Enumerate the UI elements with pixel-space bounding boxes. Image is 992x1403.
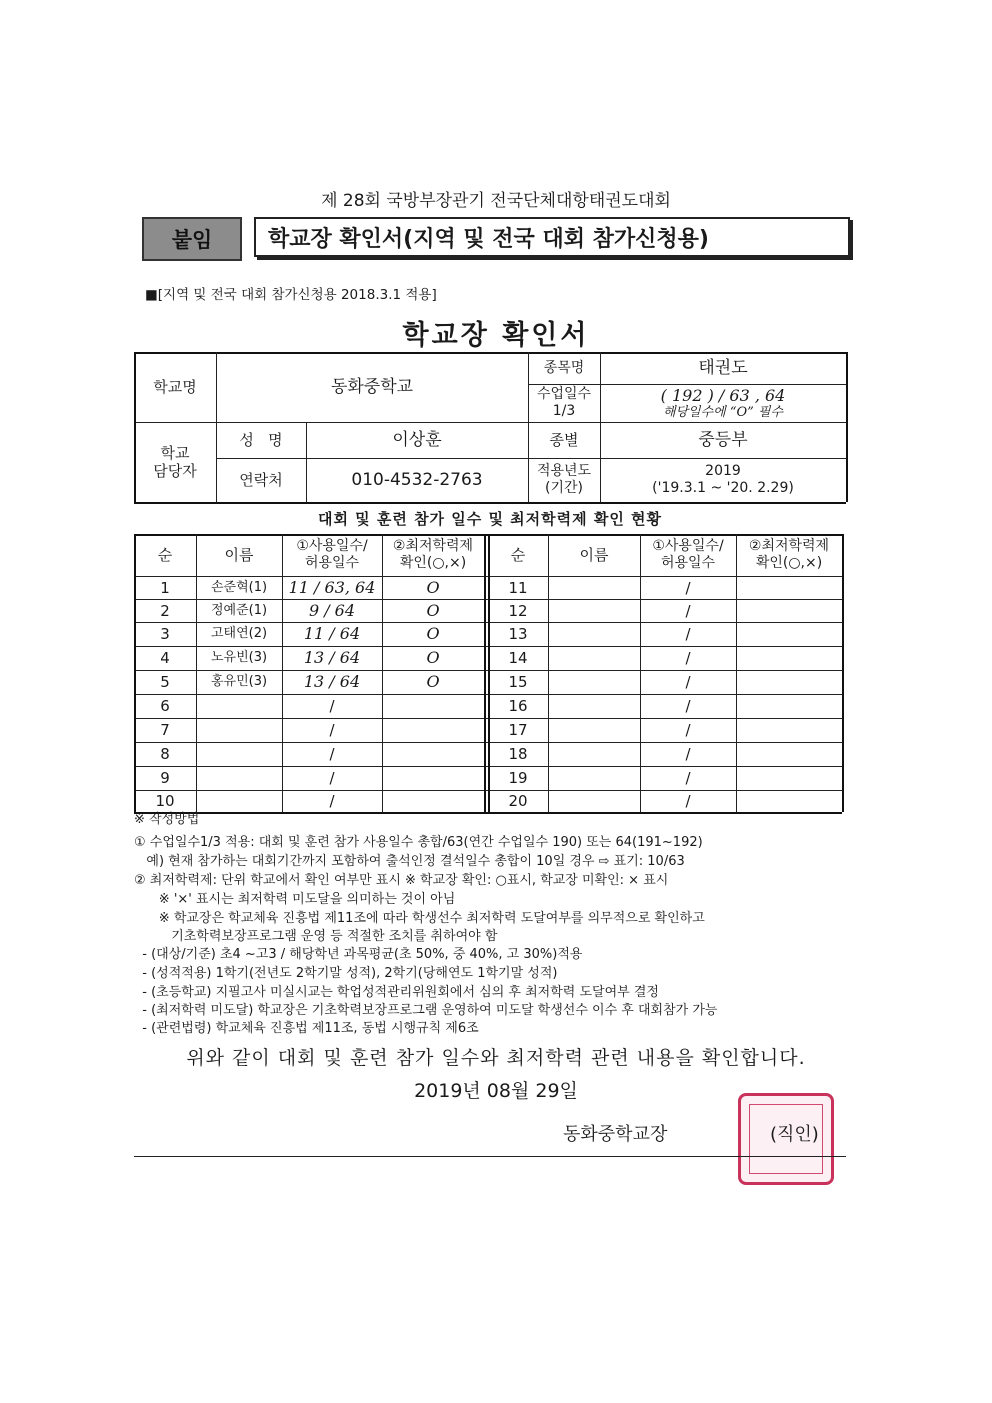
header-name-right: 이름 — [579, 546, 609, 564]
row-check — [736, 718, 842, 742]
row-check — [736, 646, 842, 670]
manager-name: 이상훈 — [392, 429, 442, 450]
applicability-note: ■[지역 및 전국 대회 참가신청용 2018.3.1 적용] — [145, 287, 437, 303]
row-check — [736, 694, 842, 718]
row-days: 11 / 64 — [303, 624, 361, 644]
attachment-tag: 붙임 — [142, 217, 242, 261]
row-days: / — [329, 721, 335, 739]
guide-line: - (관련법령) 학교체육 진흥법 제11조, 동법 시행규칙 제6조 — [134, 1021, 479, 1036]
row-no: 15 — [508, 673, 528, 691]
row-name — [196, 742, 282, 766]
row-no: 17 — [508, 721, 528, 739]
row-days: / — [685, 673, 691, 691]
row-check: O — [426, 624, 440, 644]
guide-line: ※ '×' 표시는 최저학력 미도달을 의미하는 것이 아님 — [134, 892, 456, 907]
guide-line: ① 수업일수1/3 적용: 대회 및 훈련 참가 사용일수 총합/63(연간 수업일수 190) 또는 64(191~192) — [134, 835, 703, 850]
stamp-label: (직인) — [770, 1124, 819, 1145]
row-name — [196, 790, 282, 812]
row-check: O — [426, 648, 440, 668]
header-check-left: ②최저학력제 확인(○,×) — [392, 538, 474, 571]
row-days: 13 / 64 — [303, 648, 361, 668]
guide-line: 예) 현재 참가하는 대회기간까지 포함하여 출석인정 결석일수 총합이 10일 경우 ⇨ 표기: 10/63 — [134, 854, 685, 869]
row-days: / — [685, 769, 691, 787]
header-check-right: ②최저학력제 확인(○,×) — [748, 538, 830, 571]
days-label: 수업일수 1/3 — [536, 386, 592, 419]
header-name-left: 이름 — [224, 546, 254, 564]
row-name — [548, 742, 640, 766]
row-check: O — [426, 672, 440, 692]
section-title: 대회 및 훈련 참가 일수 및 최저학력제 확인 현황 — [317, 510, 663, 528]
row-no: 1 — [160, 578, 170, 597]
header-days-left: ①사용일수/ 허용일수 — [296, 538, 368, 571]
days-value: ( 192 ) / 63 , 64 — [660, 385, 786, 405]
row-no: 6 — [160, 697, 170, 715]
days-value-cell — [600, 384, 846, 422]
row-check — [736, 670, 842, 694]
row-name — [548, 670, 640, 694]
row-no: 14 — [508, 649, 528, 667]
row-name — [548, 694, 640, 718]
row-name — [548, 790, 640, 812]
document-title: 학교장 확인서 — [402, 320, 590, 351]
guide-line: ② 최저학력제: 단위 학교에서 확인 여부만 표시 ※ 학교장 확인: ○표시, 학교장 미확인: × 표시 — [134, 873, 669, 888]
row-check — [736, 622, 842, 646]
row-days: / — [685, 721, 691, 739]
row-check — [736, 790, 842, 812]
row-no: 11 — [508, 578, 528, 597]
year-value-cell — [600, 458, 846, 502]
year-label: 적용년도 (기간) — [536, 463, 592, 496]
document-date: 2019년 08월 29일 — [414, 1080, 578, 1102]
row-no: 20 — [508, 792, 528, 810]
guide-line: ※ 학교장은 학교체육 진흥법 제11조에 따라 학생선수 최저학력 도달여부를 의무적으로 확인하고 — [134, 911, 705, 926]
header-no-right: 순 — [510, 546, 526, 564]
row-days: / — [329, 792, 335, 810]
row-no: 4 — [160, 649, 170, 667]
school-label: 학교명 — [153, 378, 197, 396]
row-name — [548, 646, 640, 670]
row-name — [548, 576, 640, 599]
row-days: 11 / 63, 64 — [288, 577, 376, 597]
row-check — [736, 576, 842, 599]
name-label: 성 명 — [239, 431, 283, 449]
event-value: 태권도 — [698, 357, 748, 378]
row-check: O — [426, 577, 440, 597]
row-no: 3 — [160, 625, 170, 643]
row-days: / — [329, 697, 335, 715]
contact-value: 010-4532-2763 — [351, 469, 483, 490]
row-check — [382, 694, 484, 718]
guide-line: - (초등학교) 지필고사 미실시교는 학업성적관리위원회에서 심의 후 최저학력 도달여부 결정 — [134, 985, 659, 1000]
event-label: 종목명 — [543, 359, 585, 376]
row-days: 9 / 64 — [308, 600, 356, 620]
banner-title: 학교장 확인서(지역 및 전국 대회 참가신청용) — [254, 217, 850, 257]
bottom-divider — [134, 1156, 846, 1157]
row-no: 13 — [508, 625, 528, 643]
row-days: / — [685, 697, 691, 715]
row-no: 18 — [508, 745, 528, 763]
row-name — [548, 766, 640, 790]
row-name — [196, 694, 282, 718]
event-title: 제 28회 국방부장관기 전국단체대항태권도대회 — [321, 191, 671, 211]
guide-line: - (성적적용) 1학기(전년도 2학기말 성적), 2학기(당해연도 1학기말 성적) — [134, 966, 558, 981]
row-no: 7 — [160, 721, 170, 739]
guide-line: 기초학력보장프로그램 운영 등 적절한 조치를 취하여야 함 — [134, 929, 498, 944]
manager-label: 학교 담당자 — [153, 444, 197, 480]
row-name — [196, 718, 282, 742]
row-name — [196, 766, 282, 790]
row-check — [382, 742, 484, 766]
row-name — [548, 599, 640, 622]
row-no: 10 — [155, 792, 175, 810]
row-name — [548, 718, 640, 742]
guide-line: - (대상/기준) 초4 ~고3 / 해당학년 과목평균(초 50%, 중 40%, 고 30%)적용 — [134, 947, 583, 962]
category-label: 종별 — [549, 431, 579, 449]
confirmation-statement: 위와 같이 대회 및 훈련 참가 일수와 최저학력 관련 내용을 확인합니다. — [186, 1047, 806, 1069]
row-no: 5 — [160, 673, 170, 691]
row-check — [382, 718, 484, 742]
header-no-left: 순 — [157, 546, 173, 564]
days-note: 해당일수에 “O” 필수 — [662, 404, 784, 420]
row-name: 손준혁(1) — [210, 579, 268, 595]
row-days: / — [685, 649, 691, 667]
row-check: O — [426, 600, 440, 620]
row-no: 12 — [508, 601, 528, 620]
contact-label: 연락처 — [239, 471, 283, 489]
row-days: / — [685, 745, 691, 763]
row-name: 노유빈(3) — [210, 650, 268, 666]
year-period: ('19.3.1 ~ '20. 2.29) — [652, 480, 794, 496]
row-days: / — [685, 578, 691, 597]
row-name: 홍유민(3) — [210, 674, 268, 690]
row-days: / — [329, 745, 335, 763]
row-days: / — [685, 792, 691, 810]
category-value: 중등부 — [698, 429, 748, 450]
row-check — [382, 766, 484, 790]
row-no: 16 — [508, 697, 528, 715]
row-check — [736, 742, 842, 766]
row-check — [736, 599, 842, 622]
row-days: / — [329, 769, 335, 787]
row-name — [548, 622, 640, 646]
school-name: 동화중학교 — [330, 376, 414, 397]
row-no: 19 — [508, 769, 528, 787]
row-check — [382, 790, 484, 812]
row-no: 9 — [160, 769, 170, 787]
header-days-right: ①사용일수/ 허용일수 — [652, 538, 724, 571]
row-name: 고태연(2) — [210, 626, 268, 642]
row-no: 2 — [160, 601, 170, 620]
row-no: 8 — [160, 745, 170, 763]
row-name: 정예준(1) — [210, 602, 268, 618]
row-check — [736, 766, 842, 790]
row-days: 13 / 64 — [303, 672, 361, 692]
guide-line: ※ 작성방법 — [134, 812, 200, 827]
row-days: / — [685, 601, 691, 620]
year-value: 2019 — [705, 463, 741, 480]
row-days: / — [685, 625, 691, 643]
guide-line: - (최저학력 미도달) 학교장은 기초학력보장프로그램 운영하여 미도달 학생선수 이수 후 대회참가 가능 — [134, 1003, 718, 1018]
principal-name: 동화중학교장 — [563, 1124, 668, 1145]
